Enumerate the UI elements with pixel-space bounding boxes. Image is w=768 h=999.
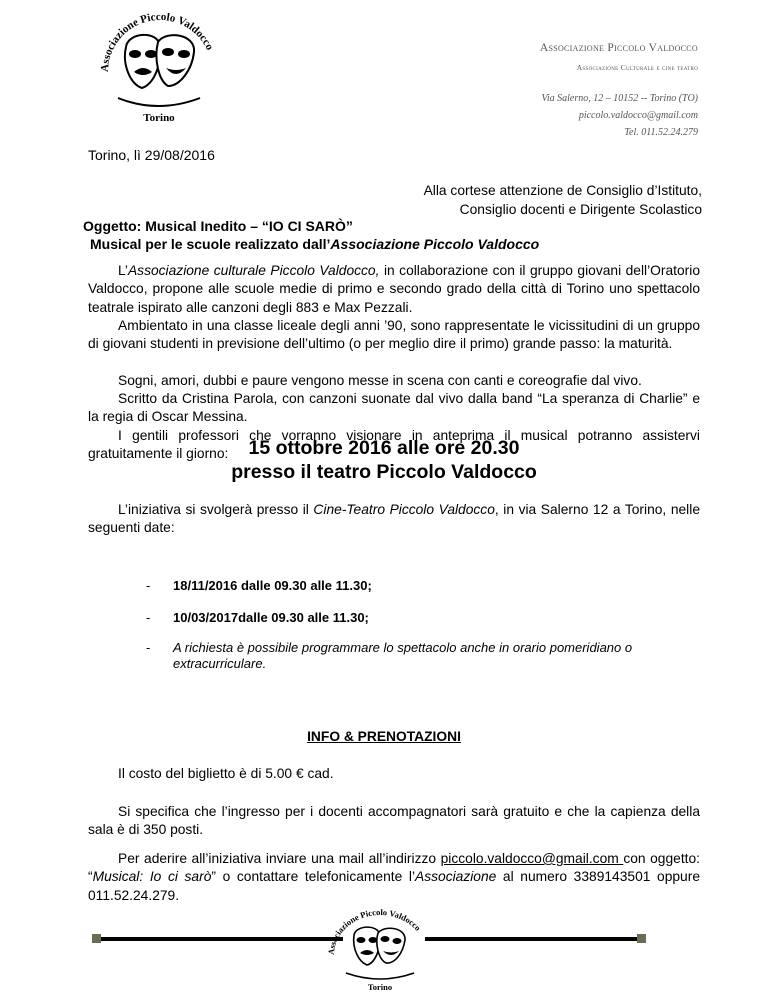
list-dash: - [146, 578, 151, 593]
footer-rule-end-left [92, 934, 101, 943]
list-dash: - [146, 640, 151, 655]
footer-rule-left [95, 937, 343, 941]
body-paragraph-4: Scritto da Cristina Parola, con canzoni suonate dal vivo dalla band “La speranza di Charlie” e la regia di Oscar Messina. [88, 391, 700, 425]
footer-logo-text-bottom: Torino [367, 982, 393, 992]
footer-logo-text-top: Associazione Piccolo Valdocco [325, 906, 423, 956]
footer-rule-right [425, 937, 643, 941]
org-name: Associazione Piccolo Valdocco [539, 42, 698, 54]
body-paragraph-5: I gentili professori che vorranno visionare in anteprima il musical potranno assistervi gratuitamente il giorno: [88, 428, 700, 462]
info-title: INFO & PRENOTAZIONI [307, 729, 461, 744]
event-headline-venue: presso il teatro Piccolo Valdocco [231, 461, 537, 483]
org-phone: Tel. 011.52.24.279 [624, 127, 698, 138]
list-dash: - [146, 610, 151, 625]
body-paragraph-1: L’Associazione culturale Piccolo Valdocco, in collaborazione con il gruppo giovani dell’Oratorio Valdocco, propone alle scuole medie di primo e secondo grado della città di Torino uno spettacolo teatrale ispirato alle canzoni degli 883 e Max Pezzali. [88, 263, 701, 315]
date-item-1: 18/11/2016 dalle 09.30 alle 11.30; [173, 578, 372, 593]
association-logo-footer [320, 905, 440, 994]
subject-line-2: Musical per le scuole realizzato dall’Associazione Piccolo Valdocco [90, 236, 540, 252]
info-cost: Il costo del biglietto è di 5.00 € cad. [118, 766, 334, 781]
date-item-3: A richiesta è possibile programmare lo spettacolo anche in orario pomeridiano o extracurriculare. [173, 640, 633, 671]
org-email: piccolo.valdocco@gmail.com [578, 110, 698, 121]
info-free-entry: Si specifica che l’ingresso per i docenti accompagnatori sarà gratuito e che la capienza della sala è di 350 posti. [88, 804, 700, 838]
footer-rule-end-right [637, 934, 646, 943]
body-paragraph-3: Sogni, amori, dubbi e paure vengono messe in scena con canti e coreografie dal vivo. [118, 373, 642, 388]
association-logo [88, 2, 230, 130]
logo-text-top: Associazione Piccolo Valdocco [98, 10, 216, 73]
place-date: Torino, lì 29/08/2016 [88, 147, 215, 163]
event-headline-date: 15 ottobre 2016 alle ore 20.30 [248, 437, 520, 459]
date-item-2: 10/03/2017dalle 09.30 alle 11.30; [173, 610, 369, 625]
org-address: Via Salerno, 12 – 10152 -- Torino (TO) [541, 93, 698, 104]
subject-line-1: Oggetto: Musical Inedito – “IO CI SARÒ” [83, 218, 353, 234]
recipient-line-1: Alla cortese attenzione de Consiglio d’Istituto, [423, 183, 702, 198]
org-subtitle: Associazione Culturale e cine teatro [576, 63, 698, 72]
body-paragraph-6: L’iniziativa si svolgerà presso il Cine-Teatro Piccolo Valdocco, in via Salerno 12 a Torino, nelle seguenti date: [88, 502, 700, 536]
recipient-line-2: Consiglio docenti e Dirigente Scolastico [459, 202, 702, 217]
email-link[interactable]: piccolo.valdocco@gmail.com [440, 851, 624, 866]
body-paragraph-2: Ambientato in una classe liceale degli anni ’90, sono rappresentate le vicissitudini di un gruppo di giovani studenti in previsione dell’ultimo (o per meglio dire il primo) grande passo: la maturità. [88, 318, 700, 352]
logo-text-bottom: Torino [143, 112, 175, 124]
info-join: Per aderire all’iniziativa inviare una mail all’indirizzo piccolo.valdocco@gmail.com con oggetto: “Musical: Io ci sarò” o contattare telefonicamente l’Associazione al numero 3389143501 oppure 011.52.24.279. [88, 851, 700, 903]
